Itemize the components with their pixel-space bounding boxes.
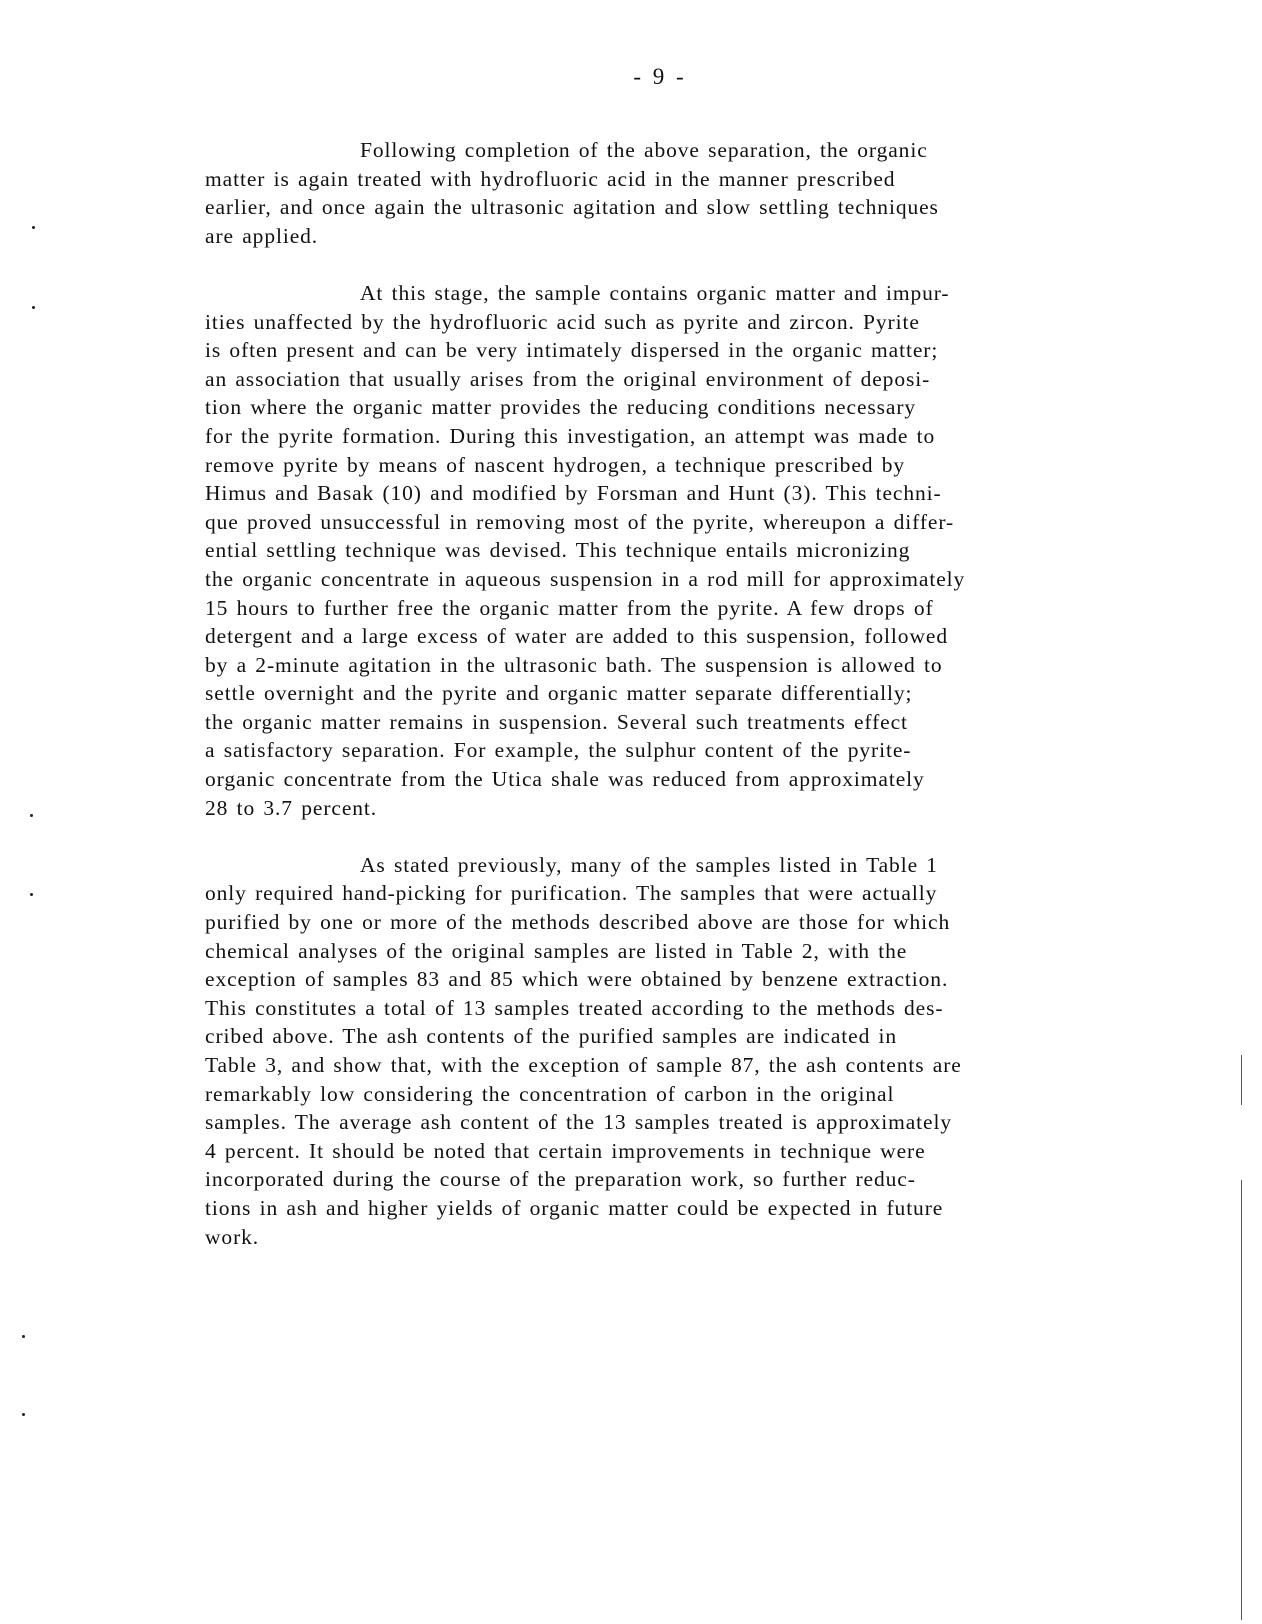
document-body	[205, 136, 1205, 1280]
text-line: cribed above. The ash contents of the purified samples are indicated in	[205, 1024, 898, 1049]
text-line: ities unaffected by the hydrofluoric acid such as pyrite and zircon. Pyrite	[205, 309, 920, 334]
text-line: is often present and can be very intimately dispersed in the organic matter;	[205, 338, 939, 363]
text-line: Table 3, and show that, with the exception of sample 87, the ash contents are	[205, 1053, 962, 1077]
text-line: purified by one or more of the methods described above are those for which	[205, 910, 951, 935]
text-line: remarkably low considering the concentration of carbon in the original	[205, 1081, 895, 1106]
text-line: work.	[205, 1224, 260, 1249]
paragraph-2	[205, 279, 1205, 822]
text-line: samples. The average ash content of the 13 samples treated is approximately	[205, 1110, 953, 1135]
text-line: tion where the organic matter provides the reducing conditions necessary	[205, 395, 917, 420]
scan-edge-mark	[1241, 1055, 1242, 1105]
text-line: que proved unsuccessful in removing most of the pyrite, whereupon a differ-	[205, 509, 955, 534]
text-line: for the pyrite formation. During this investigation, an attempt was made to	[205, 423, 936, 448]
text-line: This constitutes a total of 13 samples treated according to the methods des-	[205, 995, 944, 1020]
scan-edge-mark	[1241, 1180, 1242, 1620]
margin-dot	[22, 1335, 25, 1338]
text-line: detergent and a large excess of water are added to this suspension, followed	[205, 624, 948, 649]
text-line: ential settling technique was devised. This technique entails micronizing	[205, 538, 911, 563]
text-line: At this stage, the sample contains organic matter and impur-	[360, 280, 950, 305]
text-line: remove pyrite by means of nascent hydrogen, a technique prescribed by	[205, 452, 906, 477]
text-line: the organic matter remains in suspension. Several such treatments effect	[205, 709, 908, 734]
text-line: matter is again treated with hydrofluoric acid in the manner prescribed	[205, 166, 896, 191]
margin-dot	[32, 226, 35, 229]
text-line: exception of samples 83 and 85 which were obtained by benzene extraction.	[205, 967, 949, 992]
text-line: by a 2-minute agitation in the ultrasonic bath. The suspension is allowed to	[205, 652, 943, 677]
text-line: chemical analyses of the original samples are listed in Table 2, with the	[205, 938, 908, 963]
text-line: earlier, and once again the ultrasonic agitation and slow settling techniques	[205, 195, 939, 220]
text-line: 15 hours to further free the organic matter from the pyrite. A few drops of	[205, 595, 934, 620]
text-line: the organic concentrate in aqueous suspension in a rod mill for approximately	[205, 566, 966, 591]
text-line: settle overnight and the pyrite and organic matter separate differentially;	[205, 681, 913, 706]
text-line: incorporated during the course of the preparation work, so further reduc-	[205, 1167, 916, 1192]
text-line: 28 to 3.7 percent.	[205, 795, 378, 820]
paragraph-1	[205, 136, 1205, 250]
margin-dot	[30, 814, 33, 817]
paragraph-3	[205, 851, 1205, 1251]
text-line: are applied.	[205, 223, 319, 248]
margin-dot	[22, 1413, 25, 1416]
margin-dot	[30, 893, 33, 896]
text-line: Following completion of the above separation, the organic	[360, 138, 928, 162]
text-line: tions in ash and higher yields of organic matter could be expected in future	[205, 1195, 944, 1220]
text-line: organic concentrate from the Utica shale was reduced from approximately	[205, 767, 925, 792]
text-line: only required hand-picking for purification. The samples that were actually	[205, 881, 938, 906]
text-line: 4 percent. It should be noted that certain improvements in technique were	[205, 1138, 926, 1163]
text-line: a satisfactory separation. For example, the sulphur content of the pyrite-	[205, 738, 912, 763]
margin-dot	[32, 306, 35, 309]
text-line: an association that usually arises from the original environment of deposi-	[205, 366, 931, 391]
text-line: Himus and Basak (10) and modified by Forsman and Hunt (3). This techni-	[205, 481, 942, 506]
page-number: - 9 -	[633, 64, 687, 89]
text-line: As stated previously, many of the samples listed in Table 1	[360, 852, 938, 877]
